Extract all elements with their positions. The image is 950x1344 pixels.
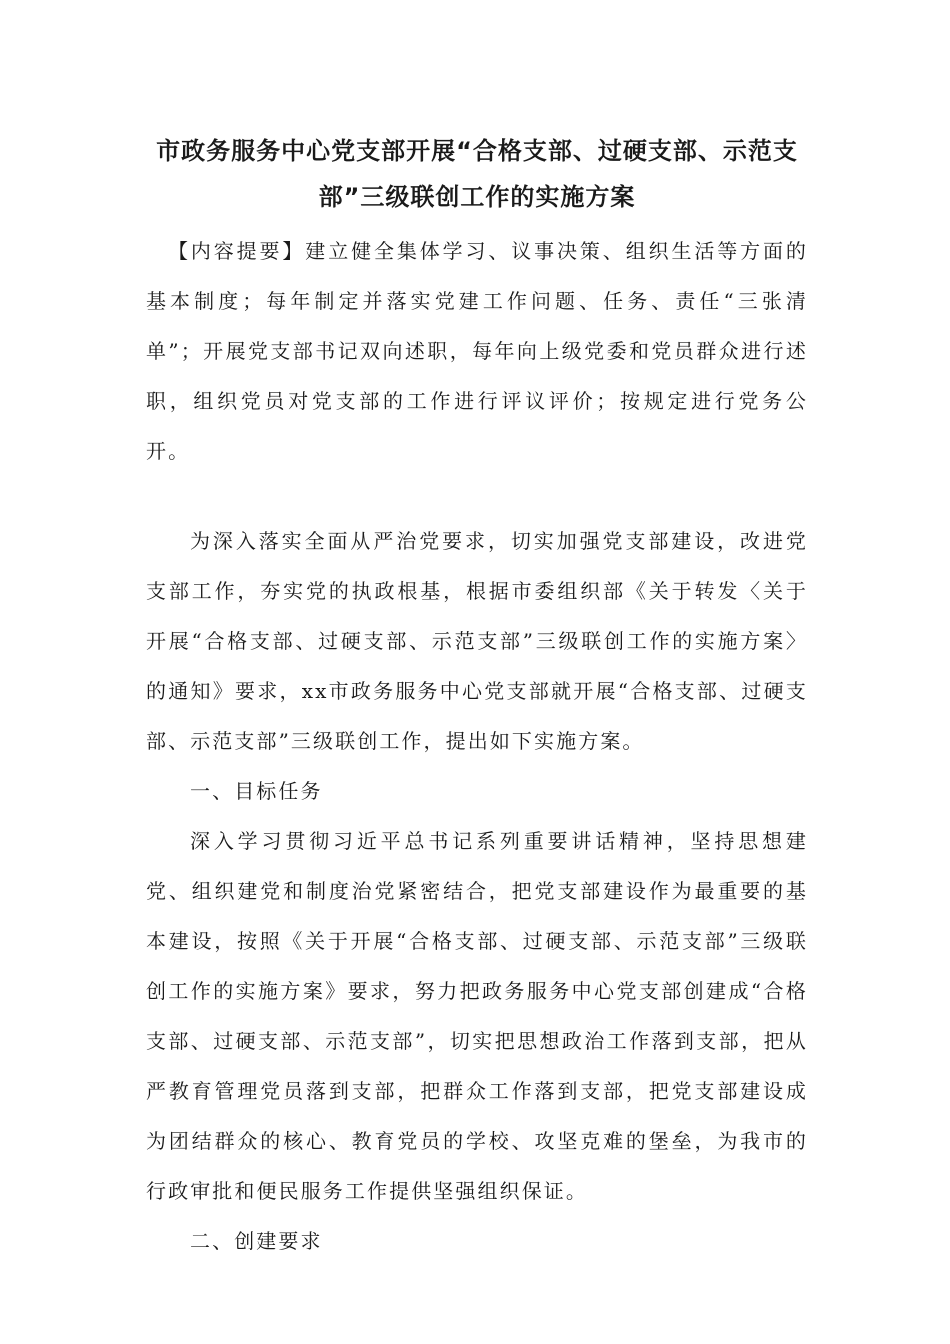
section-1-body: 深入学习贯彻习近平总书记系列重要讲话精神，坚持思想建党、组织建党和制度治党紧密结合，把党支部建设作为最重要的基本建设，按照《关于开展“合格支部、过硬支部、示范支部”三级联创工作的实施方案》要求，努力把政务服务中心党支部创建成“合格支部、过硬支部、示范支部”，切实把思想政治工作落到支部，把从严教育管理党员落到支部，把群众工作落到支部，把党支部建设成为团结群众的核心、教育党员的学校、攻坚克难的堡垒，为我市的行政审批和便民服务工作提供坚强组织保证。 — [146, 829, 808, 1203]
document-title: 市政务服务中心党支部开展“合格支部、过硬支部、示范支部”三级联创工作的实施方案 — [156, 137, 798, 211]
section-2-heading: 二、创建要求 — [190, 1229, 323, 1253]
intro-paragraph: 为深入落实全面从严治党要求，切实加强党支部建设，改进党支部工作，夯实党的执政根基，根据市委组织部《关于转发〈关于开展“合格支部、过硬支部、示范支部”三级联创工作的实施方案〉的通知》要求，xx市政务服务中心党支部就开展“合格支部、过硬支部、示范支部”三级联创工作，提出如下实施方案。 — [146, 529, 808, 753]
content-summary: 【内容提要】建立健全集体学习、议事决策、组织生活等方面的基本制度；每年制定并落实党建工作问题、任务、责任“三张清单”；开展党支部书记双向述职，每年向上级党委和党员群众进行述职，组织党员对党支部的工作进行评议评价；按规定进行党务公开。 — [146, 239, 808, 463]
document-page — [146, 128, 808, 1266]
section-1-heading: 一、目标任务 — [190, 779, 323, 803]
